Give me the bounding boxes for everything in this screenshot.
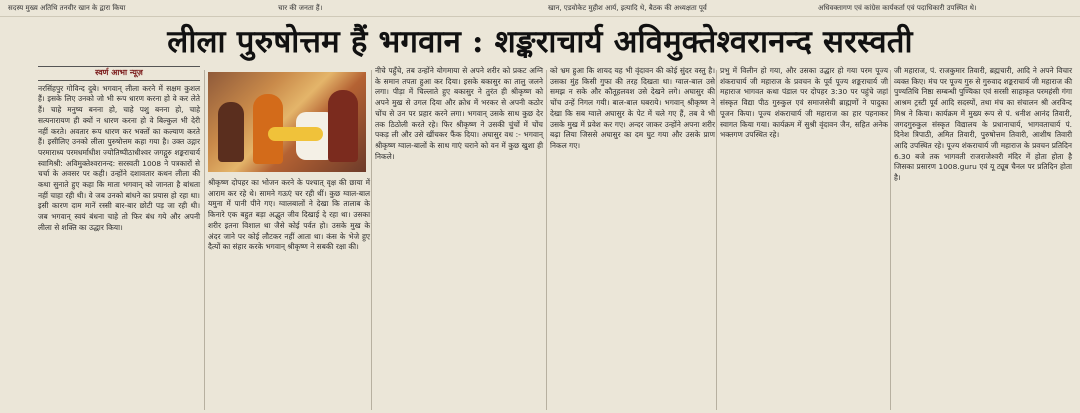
article-column-1 <box>38 66 200 234</box>
article-column-3: नीचे पहुँचे, तब उन्होंने योगमाया से अपने शरीर को प्रकट अग्नि के समान तपता हुआ कर दिया। इसके बकासुर का तालु जलने लगा। पीड़ा में चिल्लाते हुए बकासुर ने तुरंत ही श्रीकृष्ण को अपने मुख से उगल दिया और क्रोध में भरकर से अपनी कठोर चोंच से उन पर प्रहार करने लगा। भगवान् उसके साथ कुछ देर तक ठिठोली करते रहे। फिर श्रीकृष्ण ने उसकी चुंचों में चोंच पकड़ ली और उसे खींचकर फैंक दिया। अघासुर वध :- भगवान् श्रीकृष्ण ग्वाल-बालों के साथ गाएं चराने को वन में कुछ खुशा ही निकले। <box>375 66 543 161</box>
article-column-5: प्रभु में विलीन हो गया, और उसका उद्धार हो गया परम पूज्य शंकराचार्य जी महाराज के प्रवचन के पूर्व पूज्य शङ्कराचार्य जी महाराज भागवत कथा पंडाल पर दोपहर 3:30 पर पहुंचे जहां संस्कृत विद्या पीठ गुरुकुल एवं समाजसेवी ब्राह्मणों ने पादुका पूजन किया। पूज्य शंकराचार्य जी महाराज का हार पहनाकर स्वागत किया गया। कार्यक्रम में सुश्री वृंदावन जैन, सहित अनेक भक्तगण उपस्थित रहे। <box>720 66 888 140</box>
column-divider <box>204 70 205 410</box>
strip-text: अधिवक्तागण एवं कांग्रेस कार्यकर्ता एवं पदाधिकारी उपस्थित थे। <box>818 4 977 12</box>
garland <box>268 127 323 141</box>
column-divider <box>890 70 891 410</box>
column-divider <box>371 70 372 410</box>
column-divider <box>546 70 547 410</box>
event-photo <box>208 72 366 172</box>
column-divider <box>716 70 717 410</box>
strip-text: चार की जनता हैं। <box>278 4 323 12</box>
strip-text: खान, एडवोकेट मुहीश आर्य, इत्यादि थे, बैठक की अध्यक्षता पूर्व <box>548 4 707 12</box>
column-text: नरसिंहपुर गोविन्द दुबे। भगवान् लीला करने में सक्षम कुशल हैं। इसके लिए उनको जो भी रूप धारण करना हो वे कर लेते हैं। चाहे मनुष्य बनना हो, चाहे पशु बनना हो, चाहे सत्यनारायण ही क्यों न धारण करना हो वे बिल्कुल भी देरी नहीं करते। अवतार रूप धारण कर भक्तों का कल्याण करते हैं। इसीलिए उनको लीला पुरुषोत्तम कहा गया है। उक्त उद्गार परमाराध्य परमधर्माधीश ज्योतिष्पीठाधीश्वर जगद्गुरु शङ्कराचार्य स्वामिश्री: अविमुक्तेश्वरानन्द: सरस्वती 1008 ने पत्रकारों से चर्चा के अवसर पर कही। उन्होंने दशावतार कथन लीला की कथा सुनाते हुए कहा कि माता भगवान् को जानता है बांधता नहीं चाहा रही थी। वे जब उनको बांधने का प्रयास हो रहा था। इसी कारण दाम मानें रस्सी बार-बार छोटी पड़ जा रही थी। जब भगवान् स्वयं बंधना चाहे तो फिर बंध गये और अपनी लीला से शक्ति का उद्धार किया। <box>38 83 200 232</box>
person-figure <box>218 102 244 162</box>
article-column-2: श्रीकृष्ण दोपहर का भोजन करने के पश्चात् वृक्ष की छाया में आराम कर रहे थे। सामने गऊएं चर रही थीं। कुछ ग्वाल-बाल यमुना में पानी पीने गए। ग्वालबालों ने देखा कि तालाब के किनारे एक बहुत बड़ा अद्भुत जीव दिखाई दे रहा था। उसका शरीर इतना विशाल था जैसे कोई पर्वत हो। उसके मुख के अंदर जाने पर कोई लौटकर नहीं आता था। कंस के भेजे हुए दैत्यों का संहार करके भगवान् श्रीकृष्ण ने सबकी रक्षा की। <box>208 178 370 252</box>
byline: स्वर्ण आभा न्यूज़ <box>38 66 200 81</box>
article-column-6: जी महाराज, पं. राजकुमार तिवारी, ब्रह्मचारी, आदि ने अपने विचार व्यक्त किए। मंच पर पूज्य गुरु से गुरुवाद शङ्कराचार्य जी महाराज की पुण्यतिथि निष्ठा सम्बन्धी पुण्यिका एवं सरसी साहाकृत परमहंसी गंगा आश्रम ट्रस्टी पूर्व आदि सदस्यों, तथा मंच का संचालन श्री अरविन्द मिश्र ने किया। कार्यक्रम में मुख्य रूप से पं. धनीश आनंद तिवारी, जगदगुरुकुल संस्कृत विद्यालय के प्रधानाचार्य, भागवताचार्य पं. दिनेश त्रिपाठी, अमित तिवारी, पुरुषोत्तम तिवारी, आशीष तिवारी आदि उपस्थित रहे। पूज्य शंकराचार्य जी महाराज के प्रवचन प्रतिदिन 6.30 बजे तक भागवती राजराजेश्वरी मंदिर में होता होता है जिसका प्रसारण 1008.guru एवं यू ट्यूब चैनल पर प्रतिदिन होता है। <box>894 66 1072 183</box>
person-figure <box>328 90 358 162</box>
left-margin <box>0 66 32 413</box>
previous-story-strip <box>0 0 1080 17</box>
article-headline: लीला पुरुषोत्तम हैं भगवान : शङ्कराचार्य अविमुक्तेश्वरानन्द सरस्वती <box>167 24 913 60</box>
strip-text: सदस्य मुख्य अतिथि तनवीर खान के द्वारा किया <box>8 4 126 12</box>
article-column-4: को भ्रम हुआ कि शायद यह भी वृंदावन की कोई सुंदर वस्तु है। उसका मुंह किसी गुफा की तरह दिखता था। ग्वाल-बाल उसे समझ न सके और कौतूहलवश उसे देखने लगे। अघासुर की चोंच उन्हें निगल गयी। बाल-बाल घबराये। भगवान् श्रीकृष्ण ने देखा कि सब ग्वाले अघासुर के पेट में चले गए हैं, तब वे भी उसके मुख में प्रवेश कर गए। अन्दर जाकर उन्होंने अपना शरीर बढ़ा लिया जिससे अघासुर का दम घुट गया और उसके प्राण निकल गए। <box>550 66 715 150</box>
